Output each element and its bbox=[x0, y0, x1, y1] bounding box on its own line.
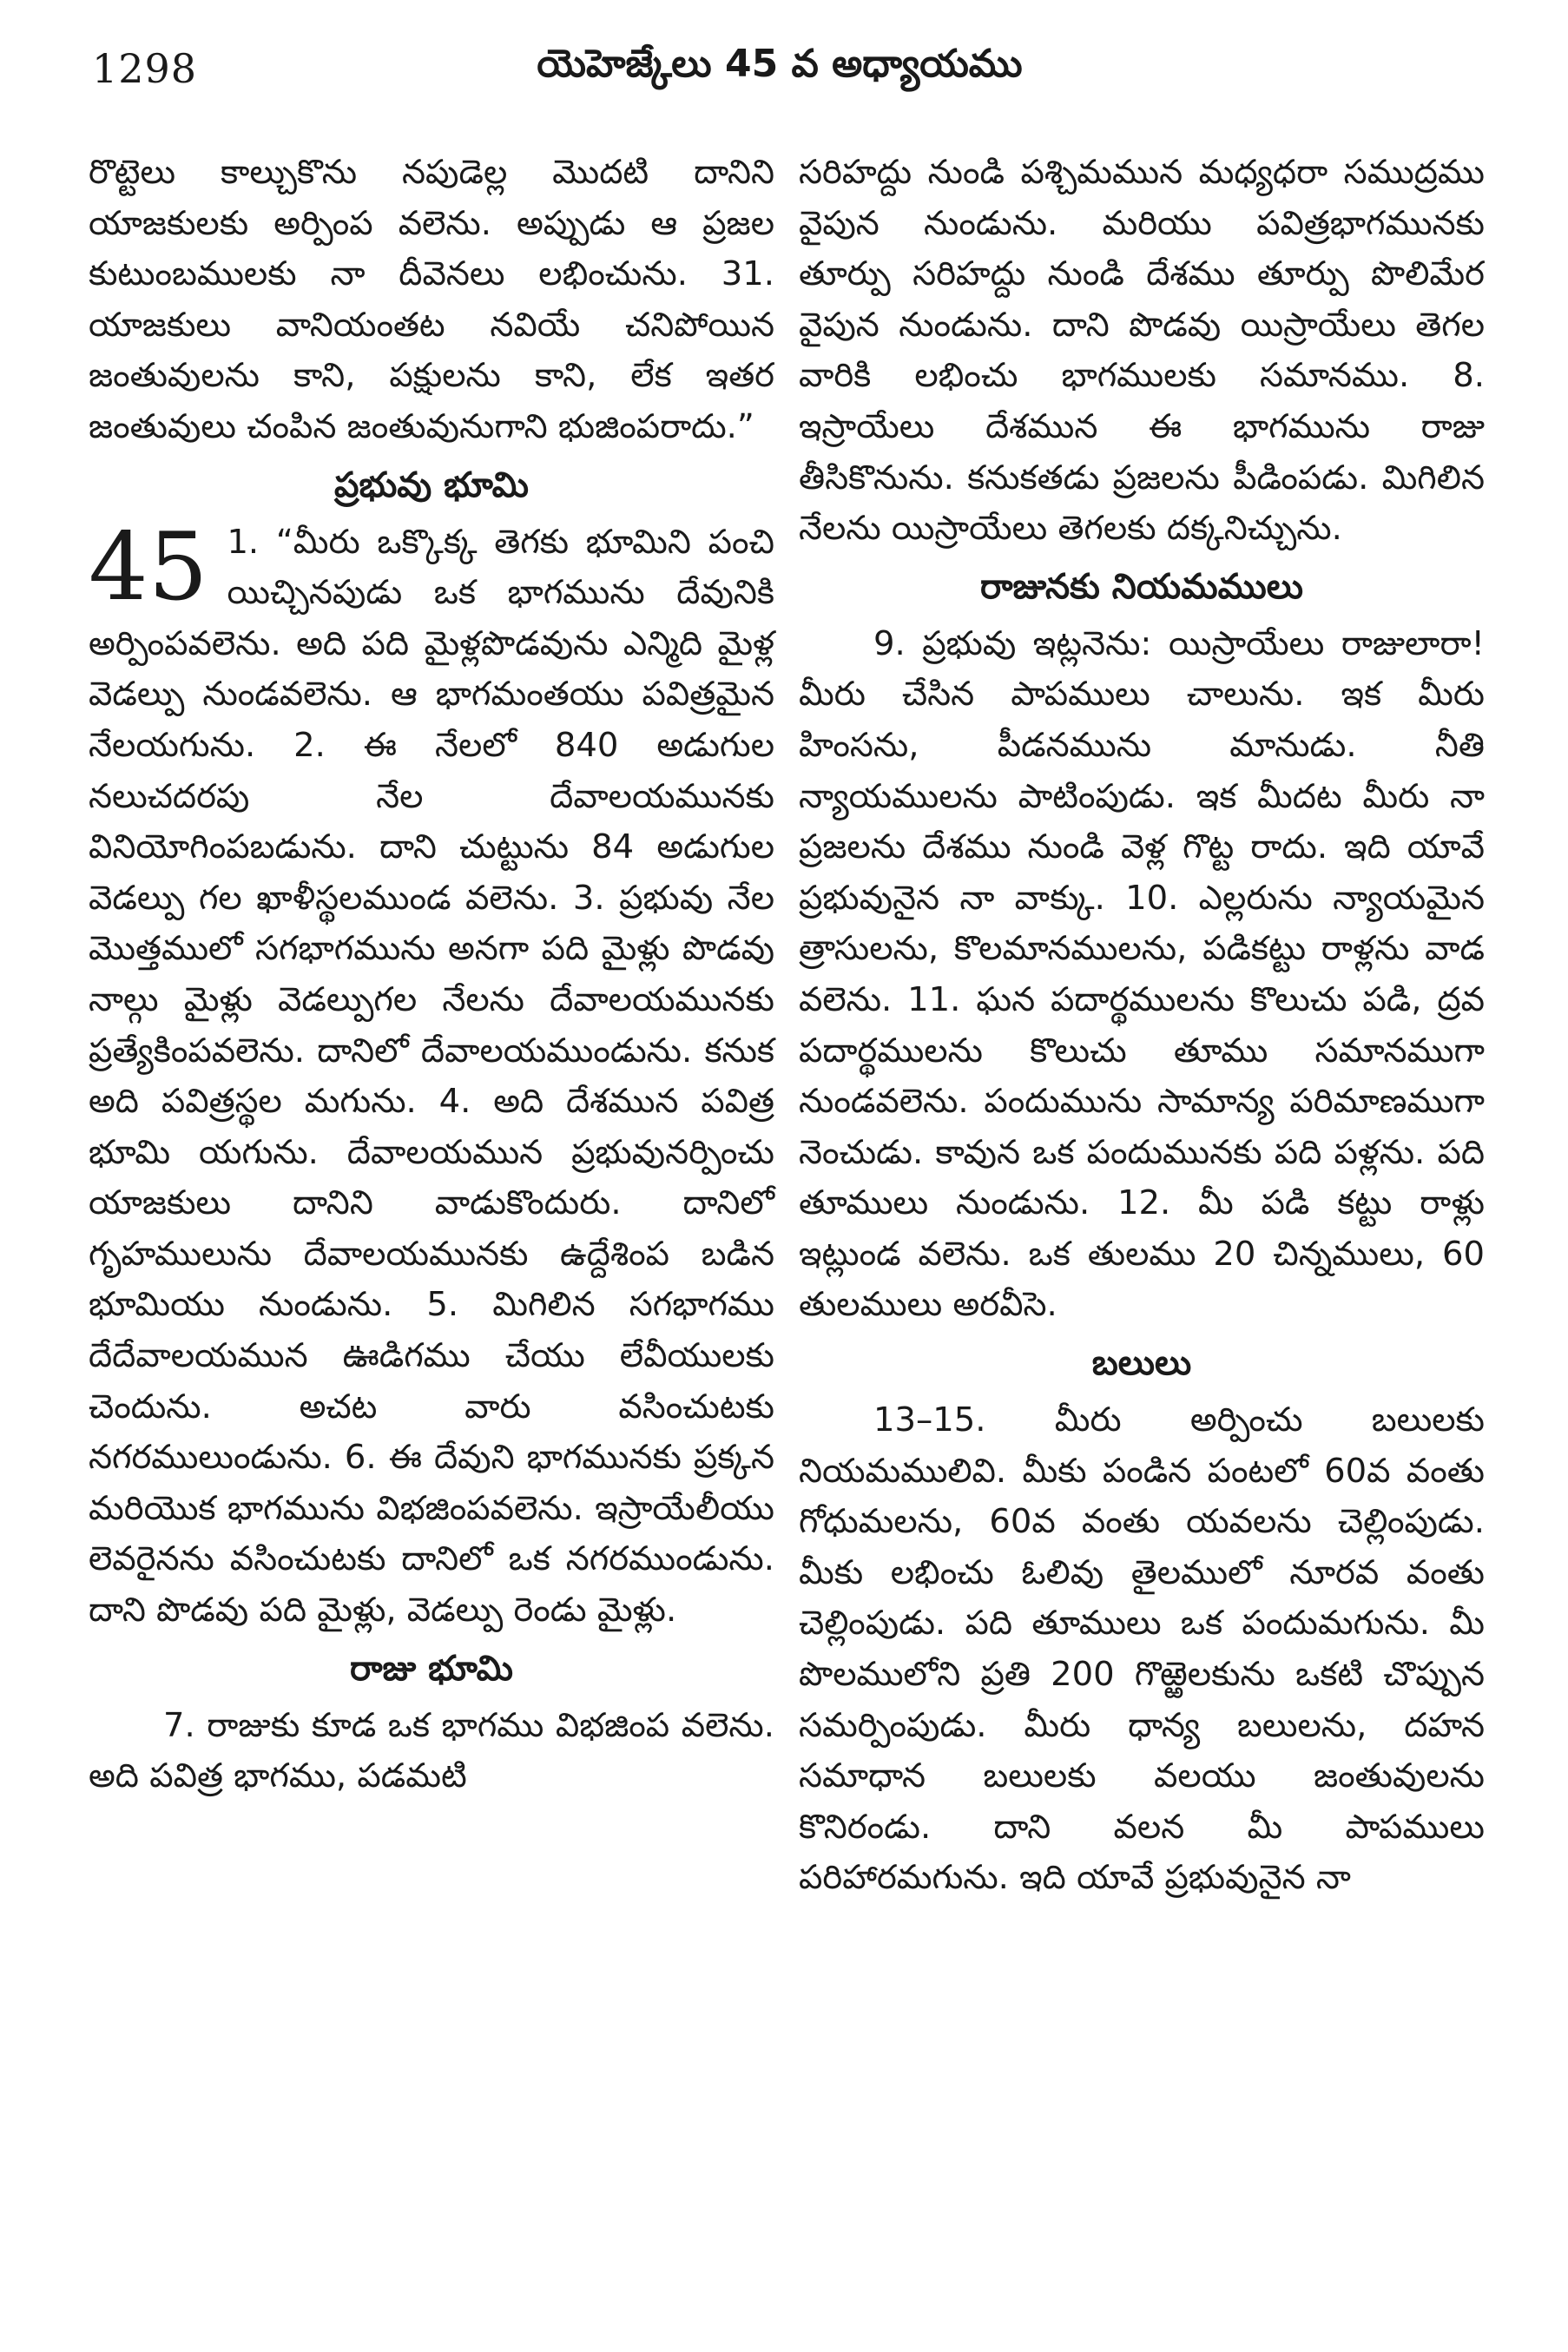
intro-paragraph: రొట్టెలు కాల్చుకొను నపుడెల్ల మొదటి దానిని యాజకులకు అర్పింప వలెను. అప్పుడు ఆ ప్రజల కుటుంబములకు నా దీవెనలు లభించును. 31. యాజకులు వానియంతట నవియే చనిపోయిన జంతువులను కాని, పక్షులను కాని, లేక ఇతర జంతువులు చంపిన జంతువునుగాని భుజింపరాదు.” bbox=[89, 153, 774, 446]
paragraph-verse-7: 7. రాజుకు కూడ ఒక భాగము విభజింప వలెను. అది పవిత్ర భాగము, పడమటి bbox=[89, 1705, 774, 1796]
continuation-paragraph: సరిహద్దు నుండి పశ్చిమమున మధ్యధరా సముద్రము వైపున నుండును. మరియు పవిత్రభాగమునకు తూర్పు సరిహద్దు నుండి దేశము తూర్పు పొలిమేర వైపున నుండును. దాని పొడవు యిస్రాయేలు తెగల వారికి లభించు భాగములకు సమానము. 8. ఇస్రాయేలు దేశమున ఈ భాగమును రాజు తీసికొనును. కనుకతడు ప్రజలను పీడింపడు. మిగిలిన నేలను యిస్రాయేలు తెగలకు దక్కనిచ్చును. bbox=[799, 153, 1485, 549]
paragraph-verses-9-12: 9. ప్రభువు ఇట్లనెను: యిస్రాయేలు రాజులారా! మీరు చేసిన పాపములు చాలును. ఇక మీరు హింసను, పీడనమును మానుడు. నీతి న్యాయములను పాటింపుడు. ఇక మీదట మీరు నా ప్రజలను దేశము నుండి వెళ్ల గొట్ట రాదు. ఇది యావే ప్రభువునైన నా వాక్కు. 10. ఎల్లరును న్యాయమైన త్రాసులను, కొలమానములను, పడికట్టు రాళ్లను వాడ వలెను. 11. ఘన పదార్థములను కొలుచు పడి, ద్రవ పదార్థములను కొలుచు తూము సమానముగా నుండవలెను. పందుమును సామాన్య పరిమాణముగా నెంచుడు. కావున ఒక పందుమునకు పది పళ్లను. పది తూములు నుండును. 12. మీ పడి కట్టు రాళ్లు ఇట్లుండ వలెను. ఒక తులము 20 చిన్నములు, 60 తులములు అరవీసె. bbox=[799, 623, 1485, 1325]
chapter-paragraph-text: 1. “మీరు ఒక్కొక్క తెగకు భూమిని పంచి యిచ్చినపుడు ఒక భాగమును దేవునికి అర్పింపవలెను. అది పది మైళ్లపొడవును ఎన్మిది మైళ్ల వెడల్పు నుండవలెను. ఆ భాగమంతయు పవిత్రమైన నేలయగును. 2. ఈ నేలలో 840 అడుగుల నలుచదరపు నేల దేవాలయమునకు వినియోగింపబడును. దాని చుట్టును 84 అడుగుల వెడల్పు గల ఖాళీస్థలముండ వలెను. 3. ప్రభువు నేల మొత్తములో సగభాగమును అనగా పది మైళ్లు పొడవు నాల్గు మైళ్లు వెడల్పుగల నేలను దేవాలయమునకు ప్రత్యేకింపవలెను. దానిలో దేవాలయముండును. కనుక అది పవిత్రస్థల మగును. 4. అది దేశమున పవిత్ర భూమి యగును. దేవాలయమున ప్రభువునర్పించు యాజకులు దానిని వాడుకొందురు. దానిలో గృహములును దేవాలయమునకు ఉద్దేశింప బడిన భూమియు నుండును. 5. మిగిలిన సగభాగము దేదేవాలయమున ఊడిగము చేయు లేవీయులకు చెందును. అచట వారు వసించుటకు నగరములుండును. 6. ఈ దేవుని భాగమునకు ప్రక్కన మరియొక భాగమును విభజింపవలెను. ఇస్రాయేలీయు లెవరైనను వసించుటకు దానిలో ఒక నగరముండును. దాని పొడవు పది మైళ్లు, వెడల్పు రెండు మైళ్లు. bbox=[89, 522, 774, 1631]
section-heading-lords-land: ప్రభువు భూమి bbox=[334, 464, 529, 505]
paragraph-verses-13-15: 13–15. మీరు అర్పించు బలులకు నియమములివి. మీకు పండిన పంటలో 60వ వంతు గోధుమలను, 60వ వంతు యవలను చెల్లింపుడు. మీకు లభించు ఓలివు తైలములో నూరవ వంతు చెల్లింపుడు. పది తూములు ఒక పందుమగును. మీ పొలములోని ప్రతి 200 గొఱ్ఱెలకును ఒకటి చొప్పున సమర్పింపుడు. మీరు ధాన్య బలులను, దహన సమాధాన బలులకు వలయు జంతువులను కొనిరండు. దాని వలన మీ పాపములు పరిహారమగును. ఇది యావే ప్రభువునైన నా bbox=[799, 1400, 1485, 1898]
chapter-number: 45 bbox=[89, 512, 208, 622]
page-header bbox=[87, 42, 1472, 111]
right-column bbox=[799, 148, 1485, 1904]
section-heading-rules-for-kings: రాజునకు నియమములు bbox=[980, 566, 1303, 607]
section-heading-offerings: బలులు bbox=[1091, 1343, 1192, 1384]
running-head: యెహెజ్కేలు 45 వ అధ్యాయము bbox=[537, 42, 1023, 86]
chapter-opening-paragraph bbox=[89, 512, 774, 1637]
page-number: 1298 bbox=[92, 45, 198, 92]
left-column bbox=[89, 148, 774, 1802]
section-heading-kings-land: రాజు భూమి bbox=[350, 1648, 513, 1689]
